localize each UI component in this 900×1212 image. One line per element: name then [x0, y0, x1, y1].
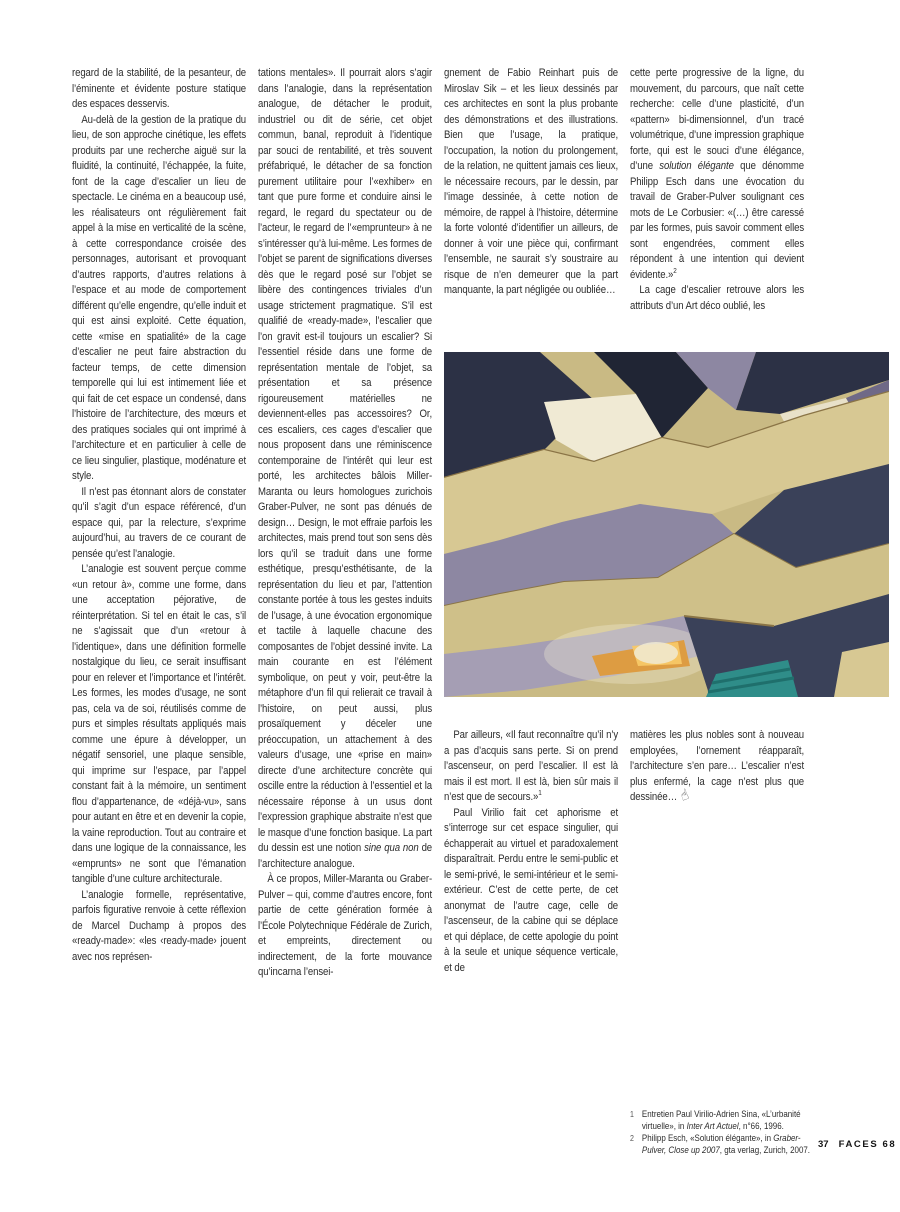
journal-brand: FACES 68: [838, 1139, 897, 1150]
text-column-3-top: [444, 66, 618, 299]
footnote: [630, 1132, 812, 1155]
footnote-number: 1: [630, 1109, 634, 1119]
paragraph: Paul Virilio fait cet aphorisme et s’interroge sur cet espace singulier, qui échapperait au virtuel et paradoxalement disparaîtrait. Perdu entre le semi-public et le semi-privé, le semi-intérieur et le semi-extérieur. C’est de cette perte, de cet anonymat de l’autre cage, celle de l’ascenseur, de la cabine qui se déplace et qui déplace, de cette apologie du point à la seule et unique séquence verticale, et de: [444, 806, 619, 974]
paragraph: À ce propos, Miller-Maranta ou Graber-Pulver – qui, comme d’autres encore, font partie de cette génération formée à l’École Polytechnique Fédérale de Zurich, et empreints, directement ou indirectement, de la forte mouvance qu’incarna l’ensei-: [258, 873, 433, 978]
footnote-text: Entretien Paul Virilio-Adrien Sina, «L’urbanité virtuelle», in Inter Art Actuel, n°66, 1996.: [641, 1108, 801, 1131]
paragraph: L’analogie formelle, représentative, parfois figurative renvoie à cette réflexion de Marcel Duchamp à propos des «ready-made»: «les ‹ready-made› jouent avec nos représen-: [72, 888, 247, 963]
paragraph: tations mentales». Il pourrait alors s’agir dans l’analogie, dans la représentation analogue, de détacher le produit, industriel ou dit de série, cet objet commun, banal, reproduit à l’identique par souci de rentabilité, et très souvent préfabriqué, le détacher de sa fonction purement utilitaire pour l’«exhiber» en tant que pure forme et conduire ainsi le regard, le regard du spectateur ou de l’acteur, le regard de l’«emprunteur» à ne s’intéresser qu’à lui-même. Les formes de l’objet se parent de significations diverses dès que le regard posé sur l’objet se libère des contingences triviales d’un usage strictement pragmatique. S’il est qualifié de «ready-made», l’escalier que l’on gravit est-il toujours un escalier? Si l’essentiel réside dans une forme de représentation mentale de l’objet, sa présentation et sa présence rigoureusement matérielles ne deviennent-elles pas accessoires? Or, ces escaliers, ces cages d’escalier que nous proposent dans une réminiscence contemporaine de l’intérêt qui leur est porté, les architectes bâlois Miller-Maranta ou leurs homologues zurichois Graber-Pulver, ne sont pas dénués de design… Design, le mot effraie parfois les architectes, mais prend tout son sens dès lors qu’il se traduit dans une forme esthétique, presqu’esthétisante, de la représentation du lieu et par, l’attention constante portée à tous les gestes induits de l’usage, à une évocation ergonomique et tactile à laquelle chacune des composantes de l’objet dessiné invite. La main courante en est l’élément symbolique, on peut y voir, peut-être la métaphore d’un fil qui relierait ce travail à l’histoire, on peut aussi, plus prosaïquement y déceler une préoccupation, un attachement à des valeurs d’usage, une «prise en main» directe d’une architecture concrète qui oscille entre la réduction à l’essentiel et la nécessaire réponse à un usus dont l’expression graphique abstraite n’est que le masque d’une fonction basique. La part du dessin est une notion sine qua non de l’architecture analogue.: [258, 67, 433, 870]
footnote-number: 2: [630, 1133, 634, 1144]
text-column-2: [258, 66, 432, 981]
photo-light: [634, 642, 678, 664]
footnote: [630, 1108, 812, 1131]
page-number: 37: [818, 1139, 829, 1150]
text-column-3-bottom: [444, 728, 618, 976]
footnotes: [630, 1108, 812, 1157]
paragraph: Il n’est pas étonnant alors de constater qu’il s’agit d’un espace référencé, d’un espace qui, par la relecture, s’exprime aujourd’hui, au travers de ce courant de pensée qu’est l’analogie.: [72, 485, 247, 560]
paragraph: La cage d’escalier retrouve alors les attributs d’un Art déco oublié, les: [630, 284, 805, 312]
footnote-text: Philipp Esch, «Solution élégante», in Graber-Pulver, Close up 2007, gta verlag, Zurich, 2007.: [641, 1132, 811, 1156]
text-column-4-top: [630, 66, 804, 314]
paragraph: matières les plus nobles sont à nouveau employées, l’ornement réapparaît, l’architecture s’en pare… L’escalier n’est plus enfermé, la cage n’est plus que dessinée… ☝: [630, 729, 805, 806]
paragraph: Au-delà de la gestion de la pratique du lieu, de son approche cinétique, les effets produits par une recherche aiguë sur la fluidité, la continuité, l’échappée, la fuite, font de la cage d’escalier un lieu de spectacle. Le cinéma en a beaucoup usé, les réalisateurs ont régulièrement fait appel à la mise en verticalité de la scène, à cette correspondance croisée des personnages, autorisant et provoquant d’autres rapports, d’autres relations à l’espace et au mode de comportement différent qu’elle engendre, qu’elle induit et qui est ainsi exploité. Cette équation, cette «mise en spatialité» de la cage d’escalier ne peut faire abstraction du facteur temps, de cette dimension temporelle qui lui est intimement liée et qui fait de cet espace un condensé, dans l’histoire de l’architecture, des mœurs et des pratiques sociales qui ont imprimé à l’architecture et en particulier à celle de ce lieu singulier, plastique, modénature et style.: [72, 113, 247, 482]
text-column-4-bottom: [630, 728, 804, 806]
paragraph: regard de la stabilité, de la pesanteur, de l’éminente et évidente posture statique des espaces desservis.: [72, 67, 247, 110]
paragraph: L’analogie est souvent perçue comme «un retour à», comme une forme, dans une acceptation péjorative, de réinterprétation. Si tel en était le cas, s’il ne s’agissait que d’un «retour à l’identique», dans une définition formelle nostalgique du lieu, ce serait insuffisant pour en relever et l’importance et l’intérêt. Les formes, les modes d’usage, ne sont pas, cela va de soi, réutilisés comme de purs et simples résultats appliqués mais comme une épure à développer, un négatif sensoriel, une plaque sensible, qui imprime sur l’espace, par l’appel constant fait à la mémoire, un sentiment flou d’appartenance, de «déjà-vu», sans pour autant en être et en devenir la copie, la vaine reproduction. Tout au contraire et dans une logique de la connaissance, les «emprunts» ne sont que l’émanation tangible d’une culture architecturale.: [72, 563, 247, 885]
text-column-1: [72, 66, 246, 965]
manicule-hand-icon: ☝: [678, 785, 692, 806]
page-footer: [818, 1139, 896, 1150]
paragraph: gnement de Fabio Reinhart puis de Miroslav Sik – et les lieux dessinés par ces architectes en sont la plus probante des démonstrations et des illustrations. Bien que l’usage, la pratique, l’occupation, la notion du prolongement, de la relation, ne quittent jamais ces lieux, le nécessaire recours, par le dessin, par l’image dessinée, à cette notion de mémoire, de rappel à l’histoire, détermine la forte volonté d’identifier un ailleurs, de donner à voir une pièce qui, confirmant l’ensemble, ne saurait s’y soustraire au risque de n’en demeurer que la part manquante, la part négligée ou oubliée…: [444, 67, 619, 296]
paragraph: Par ailleurs, «Il faut reconnaître qu’il n’y a pas d’acquis sans perte. Si on prend l’ascenseur, on perd l’escalier. Il est là mais il est mort. Il est là, bien sûr mais il n’est que de secours.»$^1$: [444, 729, 619, 803]
paragraph: cette perte progressive de la ligne, du mouvement, du parcours, que naît cette recherche: celle d’une plasticité, d’un «pattern» bi-dimensionnel, d’un tracé volumétrique, d’une impression graphique forte, qui est le souci d’une élégance, d’une solution élégante que dénomme Philipp Esch dans une évocation du travail de Graber-Pulver soulignant ces mots de Le Corbusier: «(…) être caressé par les formes, puis savoir comment elles sont engendrées, comment elles répondent à une intention qui devient évidente.»$^2$: [630, 67, 805, 281]
staircase-photo: [444, 352, 889, 697]
staircase-photo-svg: [444, 352, 889, 697]
